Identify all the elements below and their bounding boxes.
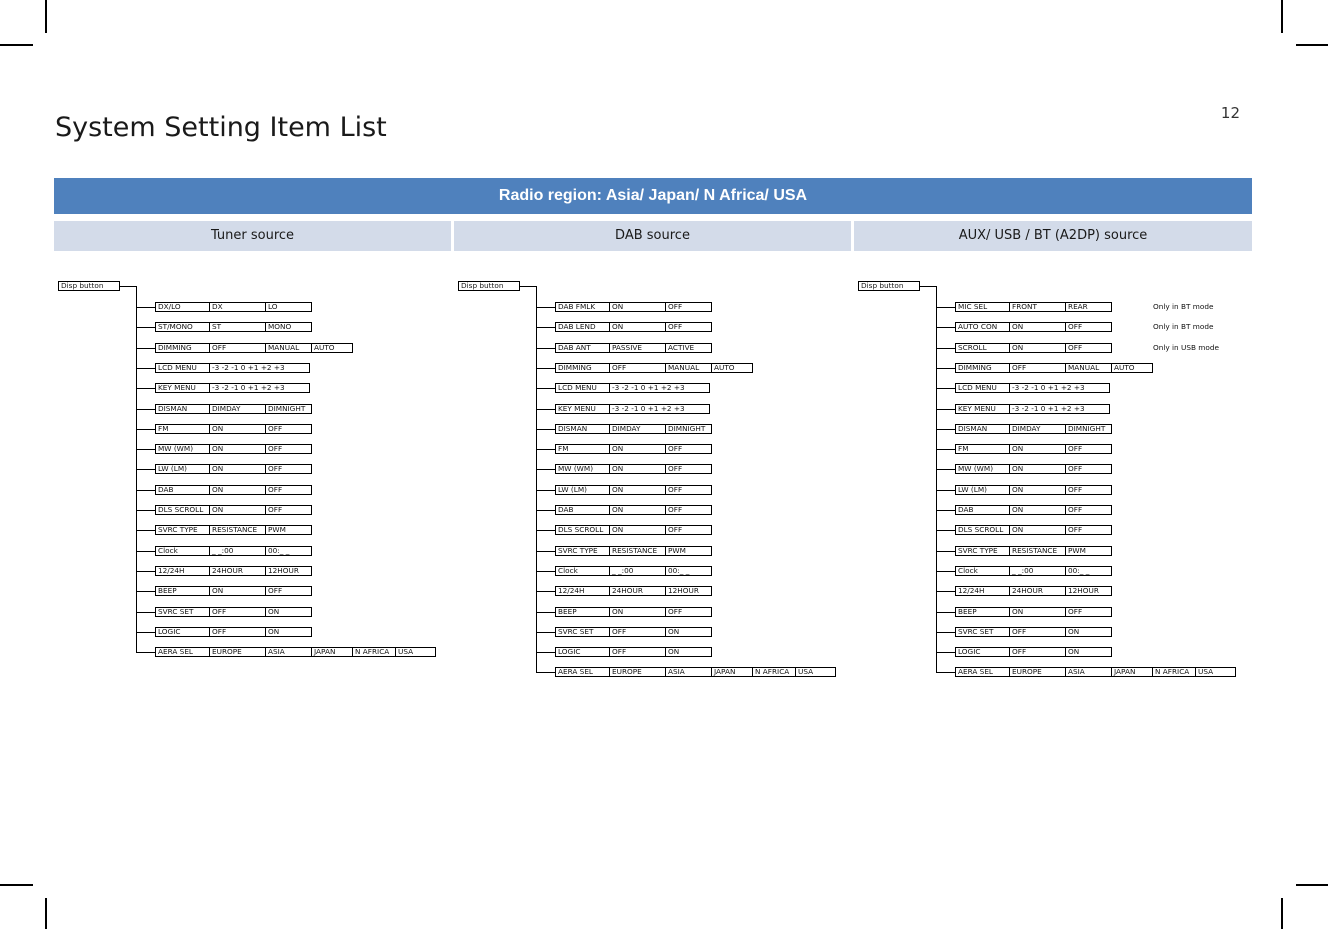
setting-option: 24HOUR [1009,586,1066,596]
setting-option: OFF [209,627,266,637]
connector-line [936,388,955,389]
setting-option: DIMNIGHT [265,404,312,414]
setting-option: OFF [665,525,712,535]
setting-option: N AFRICA [1152,667,1196,677]
setting-item-name: DAB [955,505,1010,515]
setting-option: RESISTANCE [609,546,666,556]
setting-option: _ _:00 [209,546,266,556]
setting-item-name: AERA SEL [555,667,610,677]
setting-option: PWM [665,546,712,556]
connector-line [536,409,555,410]
setting-item-name: DLS SCROLL [155,505,210,515]
connector-line [136,388,155,389]
connector-line [936,612,955,613]
connector-line [936,490,955,491]
setting-item-name: DIMMING [155,343,210,353]
setting-option: MANUAL [665,363,712,373]
connector-line [136,429,155,430]
setting-item-name: LCD MENU [555,383,610,393]
setting-option: PWM [1065,546,1112,556]
setting-item-name: LW (LM) [155,464,210,474]
aux-settings-tree [856,277,1256,687]
connector-line [136,510,155,511]
connector-line [936,307,955,308]
setting-item-name: SVRC TYPE [555,546,610,556]
setting-option: OFF [265,464,312,474]
setting-option: OFF [665,607,712,617]
setting-option: 12HOUR [1065,586,1112,596]
setting-item-name: SVRC TYPE [955,546,1010,556]
setting-option: LO [265,302,312,312]
setting-option: ON [609,322,666,332]
setting-option: OFF [1065,485,1112,495]
connector-line [936,571,955,572]
setting-option: ON [209,444,266,454]
connector-line [936,530,955,531]
setting-option: ON [209,485,266,495]
crop-mark [45,0,47,33]
setting-item-name: DX/LO [155,302,210,312]
connector-line [120,286,137,287]
setting-item-name: DAB LEND [555,322,610,332]
connector-line [936,368,955,369]
connector-line [136,571,155,572]
mode-note: Only in USB mode [1153,343,1219,352]
connector-line [136,652,155,653]
setting-option: ON [665,627,712,637]
setting-item-name: LOGIC [155,627,210,637]
setting-option: 24HOUR [609,586,666,596]
setting-item-name: Clock [155,546,210,556]
setting-option: OFF [209,343,266,353]
setting-item-name: AERA SEL [155,647,210,657]
setting-option: REAR [1065,302,1112,312]
connector-line [936,327,955,328]
page-title: System Setting Item List [55,112,387,143]
setting-option: AUTO [311,343,353,353]
connector-line [136,530,155,531]
setting-option: 12HOUR [265,566,312,576]
setting-item-name: DAB ANT [555,343,610,353]
setting-item-name: DAB FMLK [555,302,610,312]
mode-note: Only in BT mode [1153,322,1214,331]
setting-option: DIMDAY [209,404,266,414]
aux-source-header: AUX/ USB / BT (A2DP) source [854,221,1252,251]
setting-option: -3 -2 -1 0 +1 +2 +3 [609,383,710,393]
setting-option: OFF [265,444,312,454]
setting-option: _ _:00 [1009,566,1066,576]
setting-option: OFF [265,505,312,515]
setting-option: OFF [665,444,712,454]
setting-option: ON [1009,505,1066,515]
setting-option: OFF [1009,363,1066,373]
connector-line [136,632,155,633]
connector-line [536,388,555,389]
connector-line [136,612,155,613]
connector-line [136,591,155,592]
connector-line [136,551,155,552]
connector-line [936,652,955,653]
crop-mark [1281,0,1283,33]
setting-option: ON [1065,627,1112,637]
connector-line [536,571,555,572]
connector-line [536,449,555,450]
setting-option: OFF [665,485,712,495]
setting-option: ON [609,607,666,617]
setting-item-name: MIC SEL [955,302,1010,312]
setting-option: ON [209,505,266,515]
setting-item-name: DISMAN [155,404,210,414]
connector-line [536,429,555,430]
setting-option: -3 -2 -1 0 +1 +2 +3 [209,383,310,393]
setting-option: OFF [265,424,312,434]
setting-option: -3 -2 -1 0 +1 +2 +3 [609,404,710,414]
connector-line [536,469,555,470]
connector-line [936,551,955,552]
connector-line [936,409,955,410]
connector-line [136,490,155,491]
setting-option: MONO [265,322,312,332]
connector-line [536,652,555,653]
setting-option: OFF [1009,647,1066,657]
connector-line [536,286,537,673]
setting-option: OFF [209,607,266,617]
connector-line [136,327,155,328]
connector-line [936,429,955,430]
setting-option: OFF [1009,627,1066,637]
setting-option: OFF [665,464,712,474]
setting-option: PWM [265,525,312,535]
connector-line [536,327,555,328]
setting-option: MANUAL [1065,363,1112,373]
setting-option: N AFRICA [752,667,796,677]
setting-option: OFF [665,505,712,515]
setting-option: EUROPE [609,667,666,677]
connector-line [136,307,155,308]
connector-line [536,530,555,531]
setting-option: ST [209,322,266,332]
setting-option: DIMNIGHT [1065,424,1112,434]
crop-mark [0,44,33,46]
connector-line [536,612,555,613]
connector-line [136,449,155,450]
connector-line [536,510,555,511]
connector-line [520,286,537,287]
setting-option: 00:_ _ [665,566,712,576]
setting-item-name: LOGIC [555,647,610,657]
setting-item-name: KEY MENU [955,404,1010,414]
disp-button-box: Disp button [858,281,920,291]
setting-item-name: SVRC SET [955,627,1010,637]
setting-item-name: SVRC SET [555,627,610,637]
setting-option: _ _:00 [609,566,666,576]
connector-line [136,469,155,470]
setting-item-name: DAB [155,485,210,495]
connector-line [936,510,955,511]
setting-option: DX [209,302,266,312]
setting-item-name: ST/MONO [155,322,210,332]
setting-item-name: BEEP [155,586,210,596]
setting-option: ACTIVE [665,343,712,353]
setting-option: ON [209,464,266,474]
setting-item-name: FM [555,444,610,454]
setting-option: JAPAN [311,647,353,657]
crop-mark [0,884,33,886]
setting-item-name: Clock [955,566,1010,576]
setting-item-name: AUTO CON [955,322,1010,332]
setting-item-name: MW (WM) [955,464,1010,474]
setting-item-name: MW (WM) [555,464,610,474]
setting-option: ON [609,505,666,515]
connector-line [136,348,155,349]
crop-mark [1296,44,1328,46]
setting-option: DIMNIGHT [665,424,712,434]
setting-item-name: 12/24H [955,586,1010,596]
setting-option: OFF [1065,525,1112,535]
setting-item-name: DAB [555,505,610,515]
setting-item-name: DIMMING [555,363,610,373]
setting-option: OFF [1065,322,1112,332]
setting-option: JAPAN [711,667,753,677]
setting-option: 24HOUR [209,566,266,576]
connector-line [936,632,955,633]
setting-item-name: AERA SEL [955,667,1010,677]
setting-item-name: DLS SCROLL [555,525,610,535]
setting-option: ON [1009,525,1066,535]
setting-option: OFF [1065,607,1112,617]
setting-option: FRONT [1009,302,1066,312]
setting-item-name: Clock [555,566,610,576]
setting-option: USA [1195,667,1236,677]
setting-option: ON [209,424,266,434]
dab-source-header: DAB source [454,221,851,251]
crop-mark [1296,884,1328,886]
setting-option: ASIA [1065,667,1112,677]
page-number: 12 [1220,104,1240,122]
crop-mark [45,898,47,929]
setting-option: ON [265,607,312,617]
connector-line [536,632,555,633]
setting-item-name: LW (LM) [955,485,1010,495]
setting-option: ON [265,627,312,637]
setting-option: USA [395,647,436,657]
connector-line [936,672,955,673]
setting-item-name: DISMAN [555,424,610,434]
setting-option: ON [609,464,666,474]
setting-option: ON [1009,322,1066,332]
setting-option: -3 -2 -1 0 +1 +2 +3 [1009,383,1110,393]
connector-line [536,348,555,349]
setting-option: EUROPE [1009,667,1066,677]
setting-option: EUROPE [209,647,266,657]
setting-option: USA [795,667,836,677]
connector-line [536,368,555,369]
setting-option: ON [609,485,666,495]
connector-line [536,551,555,552]
setting-option: OFF [609,363,666,373]
setting-item-name: MW (WM) [155,444,210,454]
setting-option: OFF [665,302,712,312]
connector-line [136,409,155,410]
setting-option: ON [609,302,666,312]
connector-line [936,591,955,592]
setting-option: ASIA [665,667,712,677]
setting-item-name: FM [955,444,1010,454]
region-banner: Radio region: Asia/ Japan/ N Africa/ USA [54,178,1252,214]
setting-item-name: KEY MENU [555,404,610,414]
setting-option: 00:_ _ [265,546,312,556]
connector-line [536,591,555,592]
setting-option: OFF [609,647,666,657]
setting-option: 00:_ _ [1065,566,1112,576]
setting-option: OFF [1065,343,1112,353]
setting-option: AUTO [1111,363,1153,373]
crop-mark [1281,898,1283,929]
connector-line [536,672,555,673]
setting-option: PASSIVE [609,343,666,353]
tuner-settings-tree [56,277,456,687]
setting-option: OFF [265,586,312,596]
tuner-source-header: Tuner source [54,221,451,251]
setting-item-name: LCD MENU [955,383,1010,393]
setting-option: -3 -2 -1 0 +1 +2 +3 [1009,404,1110,414]
setting-option: ON [1009,607,1066,617]
setting-option: ON [209,586,266,596]
setting-option: ON [609,525,666,535]
setting-option: OFF [265,485,312,495]
setting-item-name: DIMMING [955,363,1010,373]
connector-line [536,490,555,491]
setting-option: ASIA [265,647,312,657]
setting-option: OFF [1065,464,1112,474]
setting-option: JAPAN [1111,667,1153,677]
setting-item-name: BEEP [955,607,1010,617]
connector-line [936,348,955,349]
setting-option: ON [1065,647,1112,657]
connector-line [136,368,155,369]
setting-item-name: KEY MENU [155,383,210,393]
disp-button-box: Disp button [458,281,520,291]
setting-item-name: SVRC TYPE [155,525,210,535]
setting-option: ON [1009,464,1066,474]
connector-line [936,469,955,470]
setting-item-name: LCD MENU [155,363,210,373]
setting-option: ON [665,647,712,657]
setting-option: RESISTANCE [1009,546,1066,556]
setting-option: ON [1009,343,1066,353]
connector-line [936,449,955,450]
connector-line [536,307,555,308]
setting-option: MANUAL [265,343,312,353]
setting-option: OFF [1065,444,1112,454]
setting-item-name: SCROLL [955,343,1010,353]
setting-item-name: FM [155,424,210,434]
setting-option: AUTO [711,363,753,373]
setting-option: OFF [665,322,712,332]
setting-item-name: DISMAN [955,424,1010,434]
setting-option: N AFRICA [352,647,396,657]
connector-line [920,286,937,287]
setting-option: RESISTANCE [209,525,266,535]
setting-option: OFF [609,627,666,637]
setting-item-name: LW (LM) [555,485,610,495]
setting-option: OFF [1065,505,1112,515]
setting-option: ON [1009,444,1066,454]
setting-item-name: SVRC SET [155,607,210,617]
setting-option: ON [609,444,666,454]
setting-item-name: BEEP [555,607,610,617]
disp-button-box: Disp button [58,281,120,291]
mode-note: Only in BT mode [1153,302,1214,311]
dab-settings-tree [456,277,856,687]
setting-item-name: 12/24H [155,566,210,576]
setting-option: -3 -2 -1 0 +1 +2 +3 [209,363,310,373]
setting-option: 12HOUR [665,586,712,596]
setting-item-name: DLS SCROLL [955,525,1010,535]
setting-item-name: 12/24H [555,586,610,596]
setting-item-name: LOGIC [955,647,1010,657]
setting-option: DIMDAY [609,424,666,434]
setting-option: ON [1009,485,1066,495]
connector-line [936,286,937,673]
setting-option: DIMDAY [1009,424,1066,434]
